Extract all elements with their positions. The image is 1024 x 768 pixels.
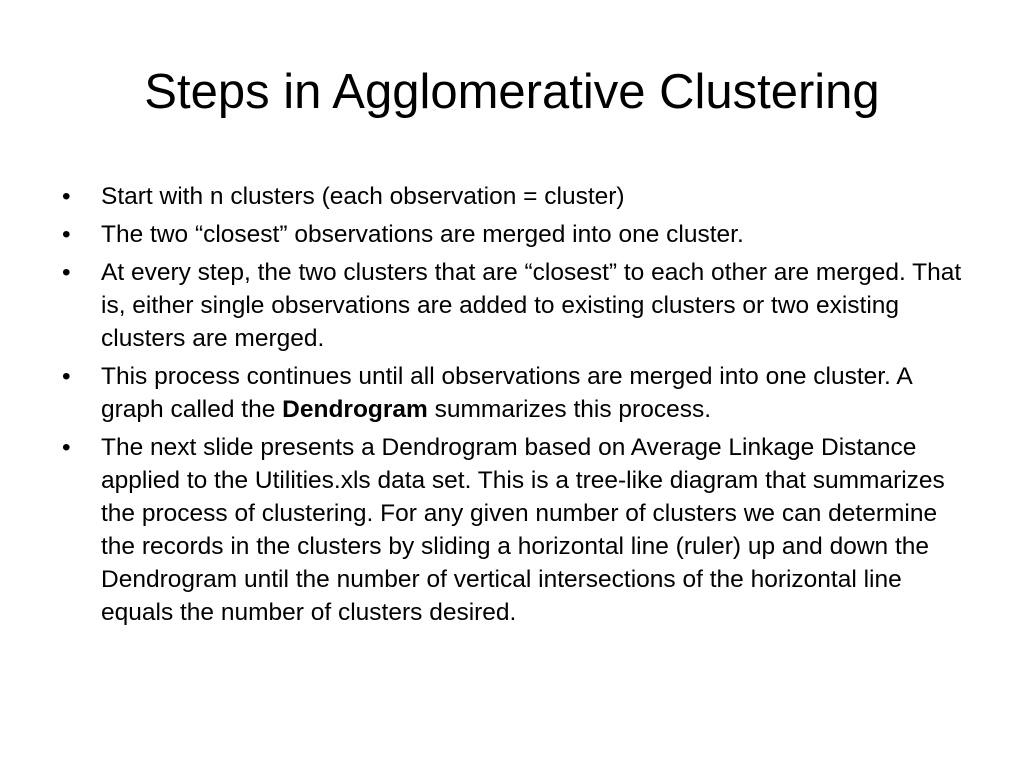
bullet-text bbox=[101, 360, 972, 426]
bullet-text: The next slide presents a Dendrogram based on Average Linkage Distance applied to the Utilities.xls data set. This is a tree-like diagram that summarizes the process of clustering. For any given number of clusters we can determine the records in the clusters by sliding a horizontal line (ruler) up and down the Dendrogram until the number of vertical intersections of the horizontal line equals the number of clusters desired. bbox=[101, 434, 945, 626]
bullet-item-1 bbox=[62, 180, 972, 213]
bullet-icon: • bbox=[62, 259, 71, 286]
bullet-text: Start with n clusters (each observation = cluster) bbox=[101, 183, 625, 210]
bullet-text-before: This process continues until all observations are merged into one cluster. A graph called the bbox=[101, 363, 912, 423]
bullet-item-5 bbox=[62, 431, 972, 629]
slide-title: Steps in Agglomerative Clustering bbox=[144, 65, 880, 119]
bullet-text: The two “closest” observations are merged into one cluster. bbox=[101, 221, 744, 248]
bullet-item-4 bbox=[62, 360, 972, 426]
bullet-icon: • bbox=[62, 434, 71, 461]
bullet-text-after: summarizes this process. bbox=[427, 396, 712, 423]
bullet-icon: • bbox=[62, 183, 71, 210]
bullet-icon: • bbox=[62, 363, 71, 390]
bullet-text: At every step, the two clusters that are “closest” to each other are merged. That is, either single observations are added to existing clusters or two existing clusters are merged. bbox=[101, 259, 962, 352]
bullet-icon: • bbox=[62, 221, 71, 248]
dendrogram-term: Dendrogram bbox=[282, 396, 428, 423]
bullet-item-2 bbox=[62, 218, 972, 251]
bullet-item-3 bbox=[62, 256, 972, 355]
bullet-list bbox=[62, 180, 972, 634]
